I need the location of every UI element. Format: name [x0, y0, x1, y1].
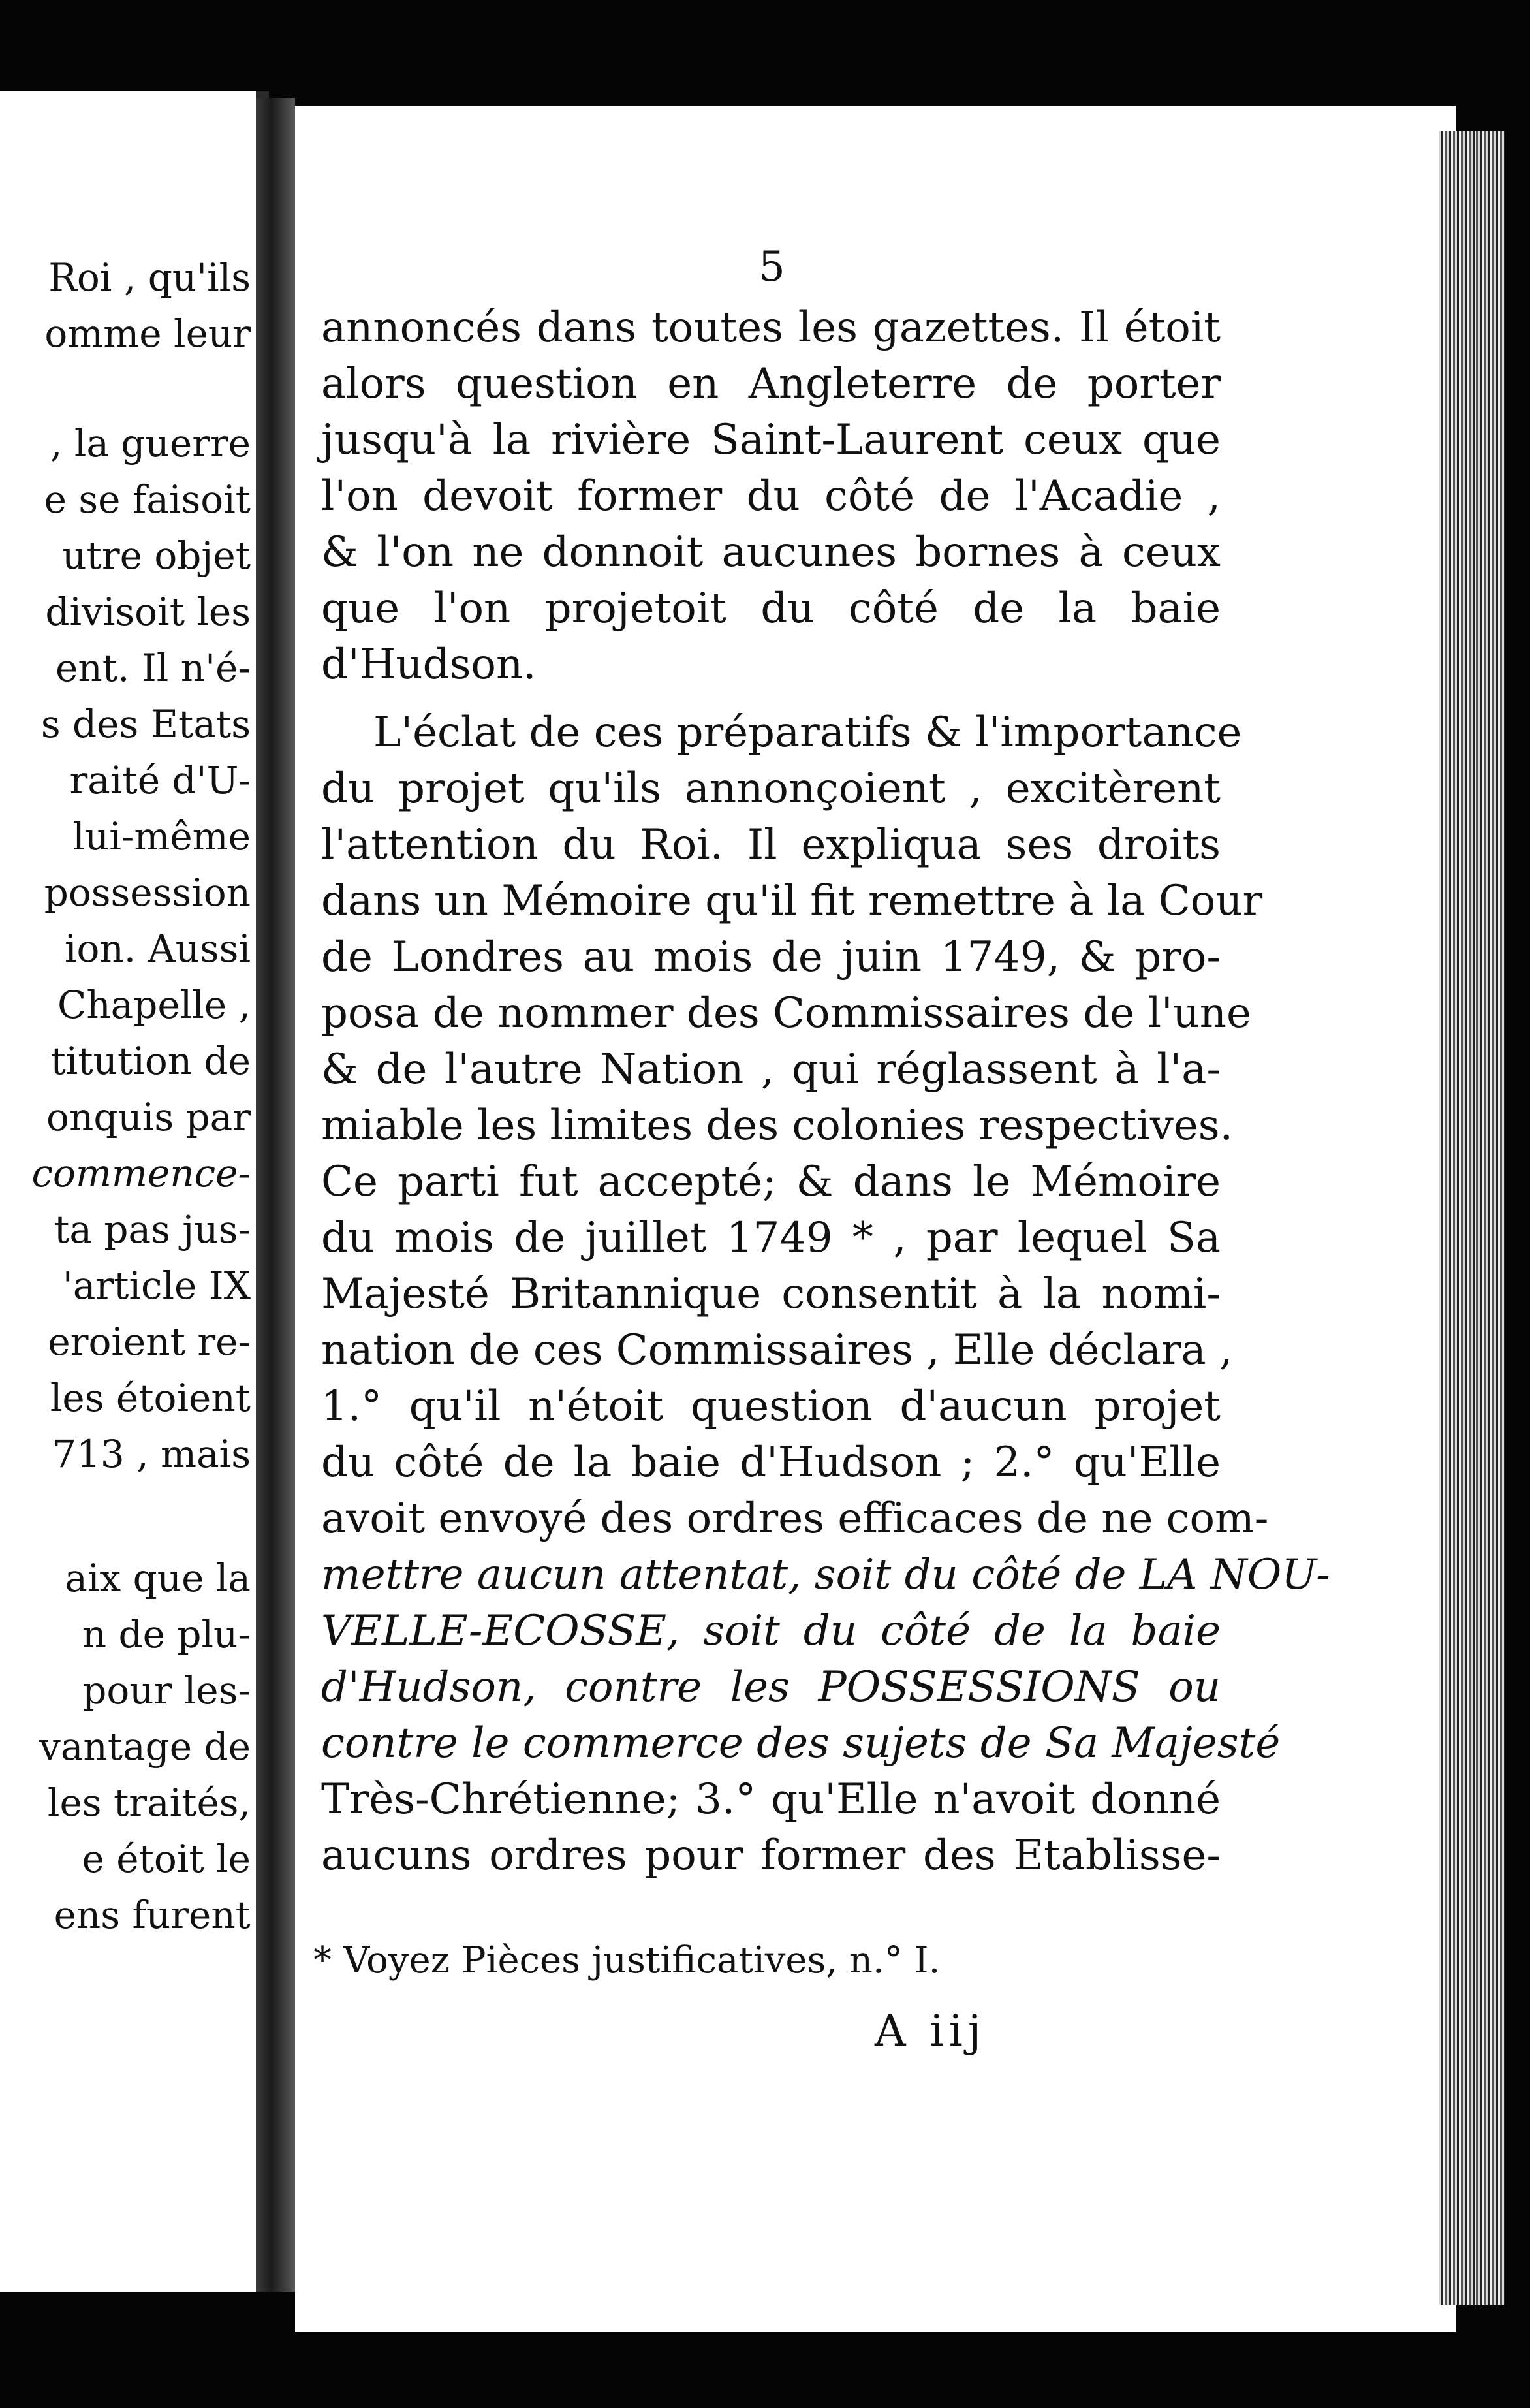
text-line: & de l'autre Nation , qui réglassent à l'a- — [321, 1045, 1221, 1094]
left-page-line: Roi , qu'ils — [48, 255, 251, 300]
page-edge — [1439, 131, 1505, 2305]
text-line: que l'on projetoit du côté de la baie — [321, 584, 1221, 633]
left-page-line: eroient re- — [48, 1320, 251, 1364]
text-line: d'Hudson. — [321, 641, 537, 689]
text-line: L'éclat de ces préparatifs & l'importance — [373, 708, 1242, 757]
text-line: nation de ces Commissaires , Elle déclara , — [321, 1326, 1233, 1374]
text-line: & l'on ne donnoit aucunes bornes à ceux — [321, 528, 1221, 577]
left-page-line: ion. Aussi — [64, 927, 251, 971]
left-page-line: raité d'U- — [69, 758, 251, 802]
left-page-line: , la guerre — [50, 421, 251, 466]
text-line: mettre aucun attentat, soit du côté de LA NOU- — [321, 1551, 1330, 1599]
text-line: aucuns ordres pour former des Etablisse- — [321, 1831, 1221, 1880]
left-page-line: vantage de — [39, 1724, 251, 1769]
text-line: VELLE-ECOSSE, soit du côté de la baie — [321, 1607, 1221, 1655]
page-number: 5 — [758, 243, 785, 291]
text-line: posa de nommer des Commissaires de l'une — [321, 989, 1251, 1038]
text-line: contre le commerce des sujets de Sa Majesté — [321, 1719, 1281, 1767]
text-line: avoit envoyé des ordres efficaces de ne com- — [321, 1495, 1269, 1543]
left-page-line: e se faisoit — [44, 477, 251, 522]
left-page-line: utre objet — [62, 533, 251, 578]
text-line: d'Hudson, contre les POSSESSIONS ou — [321, 1663, 1221, 1711]
left-page-line: titution de — [50, 1039, 251, 1083]
left-page-line: lui-même — [72, 814, 251, 859]
left-page-line: 'article IX — [62, 1263, 251, 1308]
text-line: du côté de la baie d'Hudson ; 2.° qu'Elle — [321, 1438, 1221, 1487]
left-page-line: les étoient — [50, 1376, 251, 1420]
left-page-line: omme leur — [44, 311, 251, 356]
text-line: alors question en Angleterre de porter — [321, 360, 1221, 408]
text-line: l'on devoit former du côté de l'Acadie , — [321, 472, 1221, 520]
left-page-line: pour les- — [82, 1668, 251, 1713]
text-line: dans un Mémoire qu'il fit remettre à la Cour — [321, 877, 1263, 925]
left-page-line: onquis par — [46, 1095, 251, 1139]
text-line: de Londres au mois de juin 1749, & pro- — [321, 933, 1221, 981]
left-page-line: ens furent — [54, 1893, 251, 1937]
signature-mark: A iij — [875, 2006, 987, 2056]
left-page-line: commence- — [31, 1151, 251, 1196]
left-page-line: divisoit les — [45, 590, 251, 634]
left-page-line: e étoit le — [82, 1837, 251, 1881]
text-line: 1.° qu'il n'étoit question d'aucun projet — [321, 1382, 1221, 1431]
left-page-line: ta pas jus- — [54, 1207, 251, 1252]
left-page-line: n de plu- — [82, 1612, 251, 1656]
footnote: * Voyez Pièces justificatives, n.° I. — [313, 1939, 941, 1982]
left-page-line: aix que la — [65, 1556, 251, 1600]
text-line: miable les limites des colonies respectives. — [321, 1101, 1233, 1150]
text-line: jusqu'à la rivière Saint-Laurent ceux que — [321, 416, 1221, 464]
text-line: l'attention du Roi. Il expliqua ses droits — [321, 821, 1221, 869]
left-page-line: les traités, — [47, 1781, 251, 1825]
left-page — [0, 91, 269, 2292]
left-page-line: ent. Il n'é- — [55, 646, 251, 690]
text-line: du projet qu'ils annonçoient , excitèrent — [321, 765, 1221, 813]
left-page-line: possession — [44, 870, 251, 915]
book-gutter — [256, 98, 295, 2292]
left-page-line: Chapelle , — [57, 983, 251, 1027]
text-line: Très-Chrétienne; 3.° qu'Elle n'avoit donné — [321, 1775, 1221, 1824]
text-line: du mois de juillet 1749 * , par lequel Sa — [321, 1214, 1221, 1262]
text-line: Ce parti fut accepté; & dans le Mémoire — [321, 1158, 1221, 1206]
text-line: annoncés dans toutes les gazettes. Il étoit — [321, 304, 1221, 352]
left-page-line: s des Etats — [40, 702, 251, 746]
left-page-line: 713 , mais — [52, 1432, 251, 1476]
text-line: Majesté Britannique consentit à la nomi- — [321, 1270, 1221, 1318]
